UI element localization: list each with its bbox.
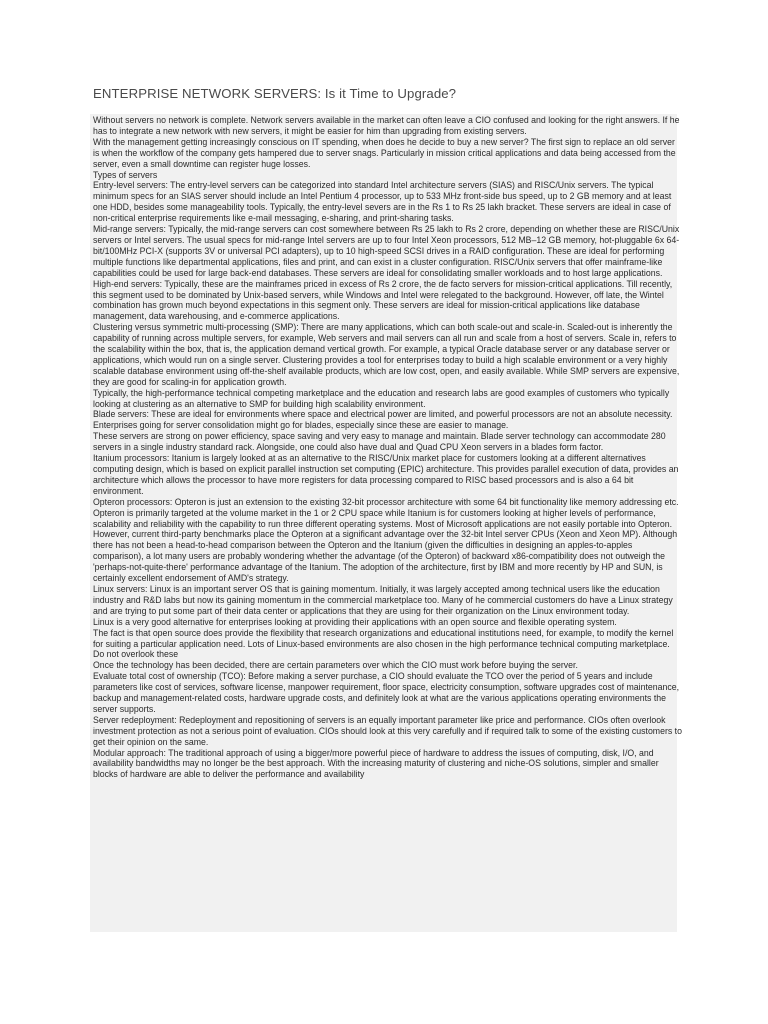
upgrade-paragraph: With the management getting increasingly conscious on IT spending, when does he decide to buy a new server? The first sign to replace an old server is when the workflow of the company gets hampered due to server snags. Particularly in mission critical applications and data being accessed from the server, even a small downtime can register huge losses. (93, 136, 676, 169)
parameters-paragraph: Once the technology has been decided, there are certain parameters over which the CIO must work before buying the server. (93, 660, 578, 671)
section-heading-do-not-overlook: Do not overlook these (93, 649, 179, 660)
blade-servers-paragraph: Blade servers: These are ideal for environments where space and electrical power are limited, and powerful processors are not an absolute necessity. Enterprises going for server consolidation might go for blades, especially since these are easier to manage. (93, 409, 673, 431)
linux-servers-paragraph: Linux servers: Linux is an important server OS that is gaining momentum. Initially, it was largely accepted among technical users like the education industry and R&D labs but now its gaining momentum in the commercial marketplace too. Many of he commercial customers do have a Linux strategy and are trying to put some part of their data center or applications that they are using for their organization on the Linux environment today. (93, 583, 673, 616)
benchmarks-paragraph: However, current third-party benchmarks place the Opteron at a significant advantage over the 32-bit Intel server CPUs (Xeon and Xeon MP). Although there has not been a head-to-head comparison between the Opteron and the Itanium (given the difficulties in designing an apples-to-apples comparison), a lot many users are probably wondering whether the advantage (of the Opteron) of backward x86-compatibility does not outweigh the 'perhaps-not-quite-there' performance advantage of the Itanium. The adoption of the architecture, first by IBM and more recently by HP and SUN, is certainly excellent endorsement of AMD's strategy. (93, 529, 678, 584)
high-end-paragraph: High-end servers: Typically, these are the mainframes priced in excess of Rs 2 crore, the de facto servers for mission-critical applications. Till recently, this segment used to be dominated by Unix-based servers, while Windows and Intel were relegated to the background. However, off late, the Wintel combination has grown much beyond expectations in this segment only. These servers are ideal for mission-critical applications like database management, data warehousing, and e-commerce applications. (93, 278, 673, 322)
document-title: ENTERPRISE NETWORK SERVERS: Is it Time to Upgrade? (93, 86, 457, 101)
itanium-paragraph: Itanium processors: Itanium is largely looked at as an alternative to the RISC/Unix market place for customers looking at a different alternatives computing design, which is based on explicit parallel instruction set computing (EPIC) architecture. This provides parallel execution of data, provides an architecture which allows the processor to have more registers for data processing compared to RISC based processors and is also a 64 bit environment. (93, 453, 679, 496)
section-heading-types-of-servers: Types of servers (93, 169, 158, 180)
blade-efficiency-paragraph: These servers are strong on power efficiency, space saving and very easy to manage and maintain. Blade server technology can accommodate 280 servers in a single industry standard rack. Alongside, one could also have dual and Quad CPU Xeon servers in a blades form factor. (93, 431, 666, 453)
intro-paragraph: Without servers no network is complete. Network servers available in the market can often leave a CIO confused and looking for the right answers. If he has to integrate a new network with new servers, it might be easier for him than upgrading from existing servers. (93, 115, 680, 136)
clustering-paragraph: Clustering versus symmetric multi-processing (SMP): There are many applications, which can both scale-out and scale-in. Scaled-out is inherently the capability of running across multiple servers, for example, Web servers and mail servers can all run and scale from a host of servers. Scale in, refers to the scalability within the box, that is, the application demand vertical growth. For example, a typical Oracle database server or any database server or applications, which would run on a single server. Clustering provides a tool for enterprises today to build a high scalable environment or a very highly scalable database environment using off-the-shelf available products, which are low cost, open, and easily available. While SMP servers are expensive, they are good for scaling-in for application growth. (93, 322, 680, 387)
redeployment-paragraph: Server redeployment: Redeployment and repositioning of servers is an equally important parameter like price and performance. CIOs often overlook investment protection as not a serious point of evaluation. CIOs should look at this very carefully and if required talk to some of the existing customers to get their opinion on the same. (93, 714, 682, 747)
modular-approach-paragraph: Modular approach: The traditional approach of using a bigger/more powerful piece of hardware to address the issues of computing, disk, I/O, and availability bandwidths may no longer be the best approach. With the increasing maturity of clustering and niche-OS solutions, simpler and smaller blocks of hardware are able to deliver the performance and availability (93, 747, 659, 780)
mid-range-paragraph: Mid-range servers: Typically, the mid-range servers can cost somewhere between Rs 25 lakh to Rs 2 crore, depending on whether these are RISC/Unix servers or Intel servers. The usual specs for mid-range Intel servers are up to four Intel Xeon processors, 512 MB–12 GB memory, hot-pluggable 6x 64-bit/100MHz PCI-X (supports 3V or universal PCI adapters), up to 10 high-speed SCSI drives in a RAID configuration. These are ideal for performing multiple functions like departmental applications, files and print, and can exist in a cluster configuration. RISC/Unix servers that offer mainframe-like capabilities could be used for large back-end databases. These servers are ideal for consolidating smaller workloads and to host large applications. (93, 224, 680, 278)
article-body (93, 115, 683, 780)
entry-level-paragraph: Entry-level servers: The entry-level servers can be categorized into standard Intel architecture servers (SIAS) and RISC/Unix servers. The typical minimum specs for an SIAS server should include an Intel Pentium 4 processor, up to 533 MHz front-side bus speed, up to 2 GB memory and at least one HDD, besides some manageability tools. Typically, the entry-level severs are in the Rs 1 to Rs 25 lakh bracket. These servers are ideal in case of non-critical enterprise requirements like e-mail messaging, e-sharing, and print-sharing tasks. (93, 180, 672, 224)
linux-alternative-paragraph: Linux is a very good alternative for enterprises looking at providing their applications with an open source and flexible operating system. (93, 616, 617, 627)
open-source-paragraph: The fact is that open source does provide the flexibility that research organizations and educational institutions need, for example, to modify the kernel for suiting a particular application need. Lots of Linux-based environments are also chosen in the high performance technical computing marketplace. (93, 627, 674, 649)
opteron-paragraph: Opteron processors: Opteron is just an extension to the existing 32-bit processor architecture with some 64 bit functionality like memory addressing etc. Opteron is primarily targeted at the volume market in the 1 or 2 CPU space while Itanium is for customers looking at higher levels of performance, scalability and reliability with the capability to run three different operating systems. Most of Microsoft applications are not easily portable into Opteron. (93, 496, 679, 529)
hpc-paragraph: Typically, the high-performance technical competing marketplace and the education and research labs are good examples of customers who typically looking at clustering as an alternative to SMP for building high scalability environment. (93, 387, 670, 409)
tco-paragraph: Evaluate total cost of ownership (TCO): Before making a server purchase, a CIO should evaluate the TCO over the period of 5 years and include parameters like cost of services, software license, manpower requirement, floor space, electricity consumption, software upgrades cost of maintenance, backup and management-related costs, hardware upgrade costs, and definitely look at what are the various applications operating environments the server supports. (93, 671, 680, 714)
